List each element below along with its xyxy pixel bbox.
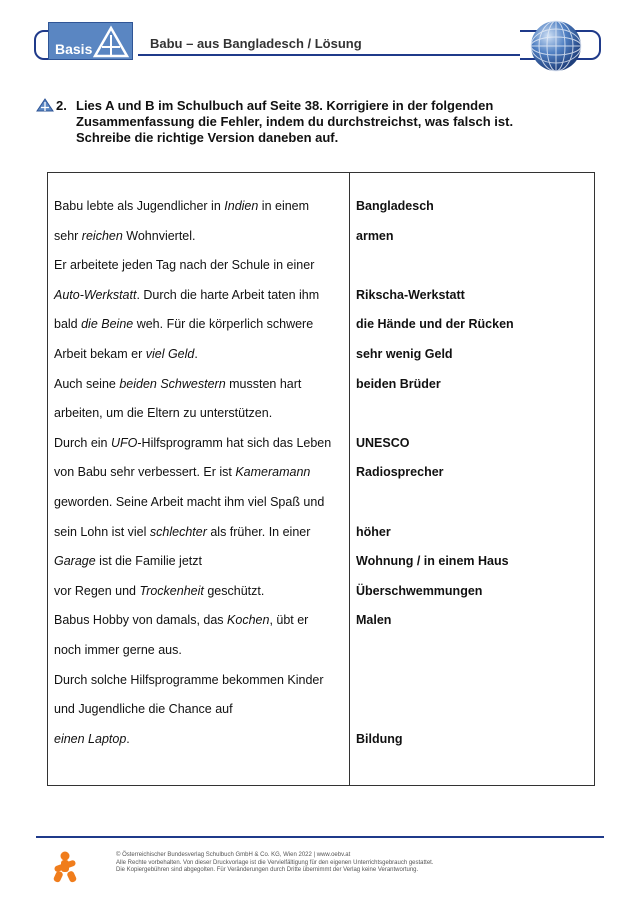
footer-line-3: Die Kopiergebühren sind abgegolten. Für Veränderungen durch Dritte übernimmt der Verlag keine Verantwortung. <box>116 867 419 873</box>
badge-label: Basis <box>55 41 93 57</box>
page-title: Babu – aus Bangladesch / Lösung <box>150 36 362 51</box>
text-segment: . <box>194 346 198 361</box>
summary-line <box>54 732 344 762</box>
text-segment: . Durch die harte Arbeit taten ihm <box>136 287 320 302</box>
text-segment: Durch ein <box>54 435 111 450</box>
text-segment: und Jugendliche die Chance auf <box>54 702 233 717</box>
error-phrase: Trockenheit <box>139 583 204 598</box>
text-segment: geworden. Seine Arbeit macht ihm viel Spaß und <box>54 494 325 509</box>
text-segment: als früher. In einer <box>206 524 311 539</box>
correction-line <box>356 673 591 703</box>
summary-line <box>54 702 344 732</box>
text-segment: ist die Familie jetzt <box>95 554 202 569</box>
header-underline <box>138 54 520 56</box>
summary-line <box>54 525 344 555</box>
summary-line <box>54 317 344 347</box>
text-segment: Babus Hobby von damals, das <box>54 613 228 628</box>
correction-line: Bangladesch <box>356 199 434 213</box>
correction-line <box>356 702 591 732</box>
error-phrase: reichen <box>81 228 123 243</box>
summary-line <box>54 613 344 643</box>
footer-line-1: © Österreichischer Bundesverlag Schulbuch GmbH & Co. KG, Wien 2022 | www.oebv.at <box>116 852 351 858</box>
error-phrase: Kochen <box>227 613 270 628</box>
text-segment: arbeiten, um die Eltern zu unterstützen. <box>54 406 273 421</box>
summary-line <box>54 347 344 377</box>
correction-line: sehr wenig Geld <box>356 346 453 361</box>
text-segment: mussten hart <box>225 376 302 391</box>
text-segment: Babu lebte als Jugendlicher in <box>54 199 225 213</box>
correction-line: Radiosprecher <box>356 465 444 480</box>
publisher-logo-icon <box>52 851 78 883</box>
summary-line <box>54 229 344 259</box>
summary-line <box>54 465 344 495</box>
summary-line <box>54 554 344 584</box>
text-segment: . <box>126 731 130 746</box>
summary-line <box>54 377 344 407</box>
error-phrase: Auto-Werkstatt <box>54 287 137 302</box>
correction-line: Bildung <box>356 731 403 746</box>
text-segment: Arbeit bekam er <box>54 346 146 361</box>
level-badge <box>48 22 133 60</box>
correction-line <box>356 643 591 673</box>
error-phrase: Garage <box>54 554 96 569</box>
correction-line: die Hände und der Rücken <box>356 317 514 332</box>
correction-line: Wohnung / in einem Haus <box>356 554 509 569</box>
text-segment: Auch seine <box>54 376 120 391</box>
summary-line <box>54 406 344 436</box>
error-phrase: UFO <box>110 435 138 450</box>
summary-line <box>54 258 344 288</box>
correction-line: UNESCO <box>356 435 410 450</box>
level-triangle-icon <box>36 98 54 112</box>
error-phrase: beiden Schwestern <box>119 376 226 391</box>
summary-line <box>54 673 344 703</box>
text-segment: von Babu sehr verbessert. Er ist <box>54 465 236 480</box>
error-phrase: schlechter <box>149 524 207 539</box>
text-segment: Durch solche Hilfsprogramme bekommen Kinder <box>54 672 324 687</box>
correction-line: Malen <box>356 613 392 628</box>
globe-icon <box>528 18 584 74</box>
error-phrase: einen Laptop <box>54 731 127 746</box>
text-segment: Wohnviertel. <box>122 228 196 243</box>
correction-column <box>356 199 591 761</box>
correction-line: Überschwemmungen <box>356 583 483 598</box>
task-instruction: Lies A und B im Schulbuch auf Seite 38. Korrigiere in der folgenden Zusammenfassung die Fehler, indem du durchstreichst, was falsch ist. Schreibe die richtige Version daneben auf. <box>76 98 514 145</box>
error-phrase: viel Geld <box>145 346 195 361</box>
text-segment: vor Regen und <box>54 583 140 598</box>
triangle-icon <box>93 25 129 59</box>
correction-line <box>356 406 591 436</box>
error-phrase: die Beine <box>81 317 134 332</box>
summary-line <box>54 199 344 229</box>
text-segment: weh. Für die körperlich schwere <box>133 317 314 332</box>
text-segment: bald <box>54 317 82 332</box>
correction-line: armen <box>356 228 394 243</box>
task-number: 2. <box>56 98 67 113</box>
summary-line <box>54 584 344 614</box>
text-segment: sehr <box>54 228 82 243</box>
text-segment: noch immer gerne aus. <box>54 642 182 657</box>
error-phrase: Indien <box>224 199 259 213</box>
correction-line: Rikscha-Werkstatt <box>356 287 465 302</box>
error-phrase: Kameramann <box>235 465 311 480</box>
footer-line <box>36 836 604 838</box>
summary-line <box>54 643 344 673</box>
correction-line <box>356 495 591 525</box>
footer-copyright <box>116 852 434 875</box>
correction-line <box>356 258 591 288</box>
summary-column <box>54 199 344 761</box>
correction-line: höher <box>356 524 391 539</box>
text-segment: Er arbeitete jeden Tag nach der Schule in einer <box>54 258 315 273</box>
footer-line-2: Alle Rechte vorbehalten. Von dieser Druckvorlage ist die Vervielfältigung für den eigenen Unterrichtsgebrauch gestattet. <box>116 859 434 866</box>
text-segment: -Hilfsprogramm hat sich das Leben <box>137 435 332 450</box>
text-segment: in einem <box>258 199 310 213</box>
summary-line <box>54 288 344 318</box>
table-divider <box>349 172 350 786</box>
text-segment: , übt er <box>269 613 309 628</box>
text-segment: geschützt. <box>203 583 265 598</box>
text-segment: sein Lohn ist viel <box>54 524 150 539</box>
summary-line <box>54 436 344 466</box>
correction-line: beiden Brüder <box>356 376 441 391</box>
summary-line <box>54 495 344 525</box>
